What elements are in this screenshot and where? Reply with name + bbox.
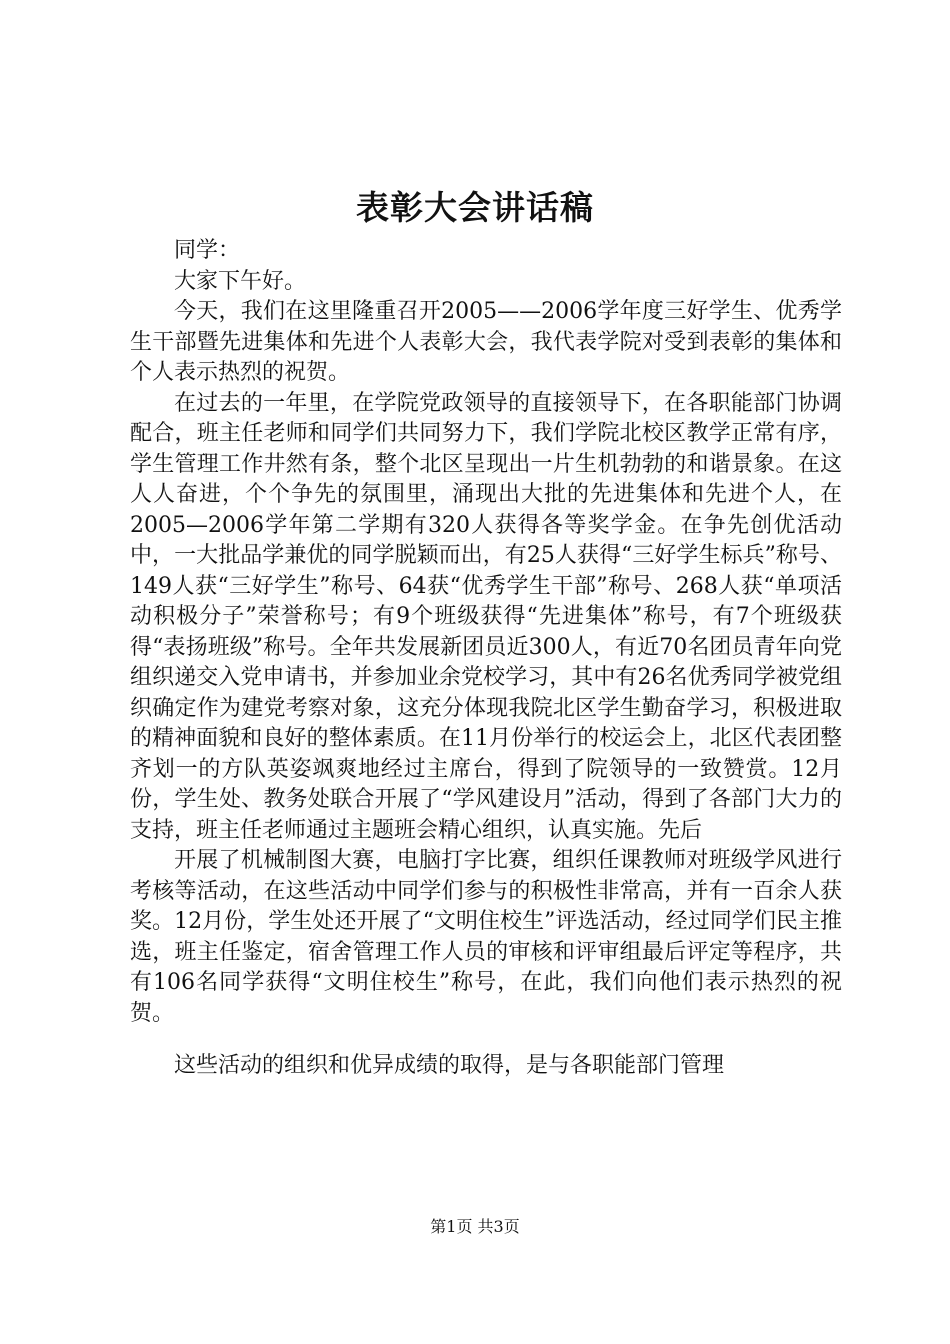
- page-footer: 第1页 共3页: [430, 1217, 520, 1236]
- greeting: 大家下午好。: [174, 268, 307, 294]
- paragraph-achievements: 在过去的一年里，在学院党政领导的直接领导下，在各职能部门协调配合，班主任老师和同学们共同努力下，我们学院北校区教学正常有序，学生管理工作井然有条，整个北区呈现出一片生机勃勃的和谐景象。在这人人奋进，个个争先的氛围里，涌现出大批的先进集体和先进个人，在2005—2006学年第二学期有320人获得各等奖学金。在争先创优活动中，一大批品学兼优的同学脱颖而出，有25人获得“三好学生标兵”称号、149人获“三好学生”称号、64获“优秀学生干部”称号、268人获“单项活动积极分子”荣誉称号；有9个班级获得“先进集体”称号，有7个班级获得“表扬班级”称号。全年共发展新团员近300人，有近70名团员青年向党组织递交入党申请书，并参加业余党校学习，其中有26名优秀同学被党组织确定作为建党考察对象，这充分体现我院北区学生勤奋学习，积极进取的精神面貌和良好的整体素质。在11月份举行的校运会上，北区代表团整齐划一的方队英姿飒爽地经过主席台，得到了院领导的一致赞赏。12月份，学生处、教务处联合开展了“学风建设月”活动，得到了各部门大力的支持，班主任老师通过主题班会精心组织，认真实施。先后: [130, 390, 842, 843]
- paragraph-activities: 开展了机械制图大赛，电脑打字比赛，组织任课教师对班级学风进行考核等活动，在这些活动中同学们参与的积极性非常高，并有一百余人获奖。12月份，学生处还开展了“文明住校生”评选活动，经过同学们民主推选，班主任鉴定，宿舍管理工作人员的审核和评审组最后评定等程序，共有106名同学获得“文明住校生”称号，在此，我们向他们表示热烈的祝贺。: [130, 848, 842, 1026]
- salutation: 同学：: [174, 238, 241, 263]
- document-body: [130, 236, 842, 1082]
- paragraph-opening: 今天，我们在这里隆重召开2005——2006学年度三好学生、优秀学生干部暨先进集体和先进个人表彰大会，我代表学院对受到表彰的集体和个人表示热烈的祝贺。: [130, 299, 842, 385]
- document-title: 表彰大会讲话稿: [356, 188, 594, 227]
- paragraph-continuation: 这些活动的组织和优异成绩的取得，是与各职能部门管理: [174, 1053, 725, 1078]
